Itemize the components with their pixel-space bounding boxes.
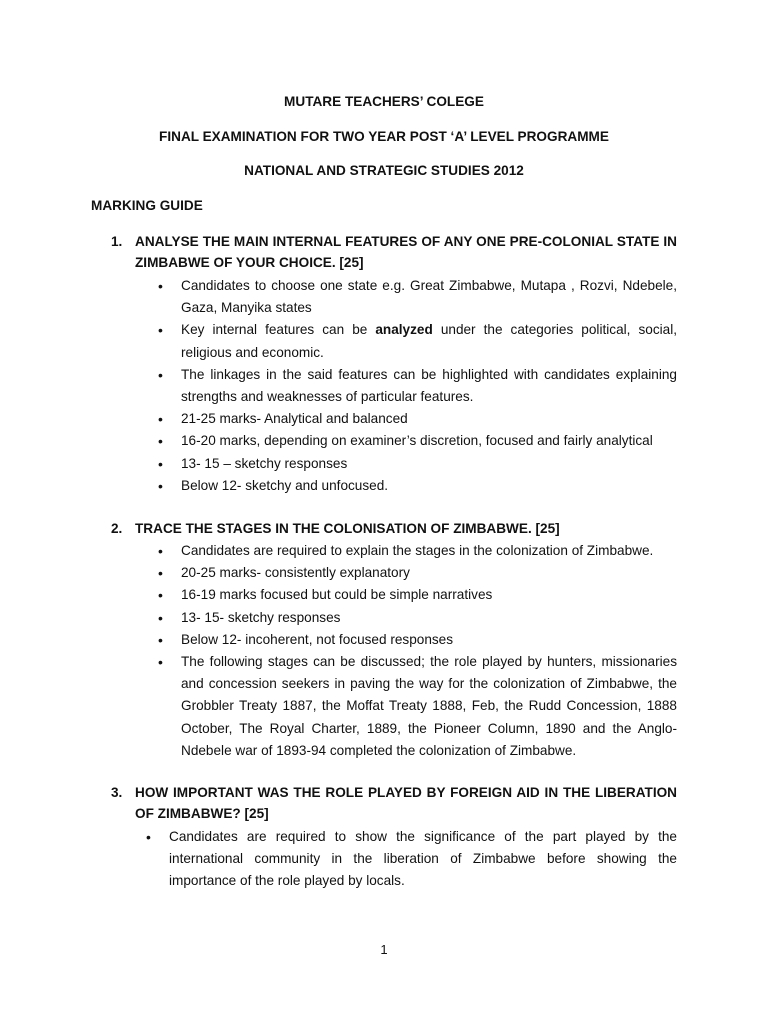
list-item: [158, 364, 677, 408]
list-item: [158, 275, 677, 319]
page-number: 1: [380, 942, 388, 957]
bullet-icon: •: [158, 433, 163, 450]
bullet-icon: •: [158, 455, 163, 472]
list-item-text: 16-20 marks, depending on examiner’s discretion, focused and fairly analytical: [181, 433, 653, 449]
question-1-bullets: [158, 275, 677, 497]
list-item-text: Candidates are required to explain the stages in the colonization of Zimbabwe.: [181, 543, 654, 558]
question-text: HOW IMPORTANT WAS THE ROLE PLAYED BY FOREIGN AID IN THE LIBERATION OF ZIMBABWE? [25]: [135, 785, 677, 821]
list-item-text: Below 12- sketchy and unfocused.: [181, 477, 389, 493]
bullet-icon: •: [158, 366, 163, 383]
question-2-bullets: [158, 540, 677, 762]
list-item-text-start: Key internal features can be: [181, 322, 376, 338]
list-item: [158, 319, 677, 363]
list-item-text: Below 12- incoherent, not focused responses: [181, 631, 454, 647]
question-text: TRACE THE STAGES IN THE COLONISATION OF ZIMBABWE. [25]: [135, 521, 560, 536]
list-item: [158, 629, 677, 651]
question-2: [111, 518, 677, 539]
bullet-icon: •: [158, 565, 163, 582]
list-item: [158, 651, 677, 762]
bullet-icon: •: [158, 654, 163, 671]
question-number: 2.: [111, 521, 123, 536]
question-text: ANALYSE THE MAIN INTERNAL FEATURES OF ANY ONE PRE-COLONIAL STATE IN ZIMBABWE OF YOUR CHOICE. [25]: [135, 234, 677, 270]
list-item-text: Candidates to choose one state e.g. Great Zimbabwe, Mutapa , Rozvi, Ndebele, Gaza, Manyika states: [181, 278, 677, 316]
list-item: [158, 584, 677, 606]
list-item: [158, 607, 677, 629]
question-number: 3.: [111, 785, 123, 800]
exam-title: FINAL EXAMINATION FOR TWO YEAR POST ‘A’ LEVEL PROGRAMME: [159, 129, 609, 144]
list-item-text: 21-25 marks- Analytical and balanced: [181, 411, 408, 427]
list-item: [158, 540, 677, 562]
bullet-icon: •: [158, 543, 163, 559]
list-item-text: 13- 15- sketchy responses: [181, 609, 341, 625]
list-item-text: The linkages in the said features can be highlighted with candidates explaining strengths and weaknesses of particular features.: [181, 366, 677, 405]
list-item-emphasis: analyzed: [375, 322, 433, 338]
list-item: [158, 430, 677, 452]
list-item: [158, 475, 677, 497]
bullet-icon: •: [158, 609, 163, 626]
college-title: MUTARE TEACHERS’ COLEGE: [284, 94, 484, 109]
question-3: [111, 782, 677, 824]
list-item-text-end: under the categories political, social, religious and economic.: [181, 322, 677, 360]
list-item-text: 16-19 marks focused but could be simple narratives: [181, 587, 493, 603]
list-item: [158, 562, 677, 584]
bullet-icon: •: [158, 587, 163, 604]
bullet-icon: •: [158, 322, 163, 339]
bullet-icon: •: [158, 278, 163, 294]
list-item: [146, 826, 677, 893]
list-item-text: 20-25 marks- consistently explanatory: [181, 565, 410, 581]
bullet-icon: •: [146, 829, 151, 845]
question-1: [111, 231, 677, 273]
list-item-text: The following stages can be discussed; the role played by hunters, missionaries and concession seekers in paving the way for the colonization of Zimbabwe, the Grobbler Treaty 1887, the Moffat Treaty 1888, Feb, the Rudd Concession, 1888 October, The Royal Charter, 1889, the Pioneer Column, 1890 and the Anglo-Ndebele war of 1893-94 completed the colonization of Zimbabwe.: [181, 654, 677, 758]
marking-guide-heading: MARKING GUIDE: [91, 198, 203, 213]
bullet-icon: •: [158, 631, 163, 648]
course-title: NATIONAL AND STRATEGIC STUDIES 2012: [244, 163, 524, 178]
bullet-icon: •: [158, 411, 163, 428]
list-item-text: Candidates are required to show the significance of the part played by the international community in the liberation of Zimbabwe before showing the importance of the role played by locals.: [169, 829, 677, 889]
question-number: 1.: [111, 234, 123, 249]
list-item: [158, 408, 677, 430]
list-item: [158, 453, 677, 475]
question-3-bullets: [146, 826, 677, 893]
bullet-icon: •: [158, 477, 163, 494]
list-item-text: 13- 15 – sketchy responses: [181, 455, 348, 471]
